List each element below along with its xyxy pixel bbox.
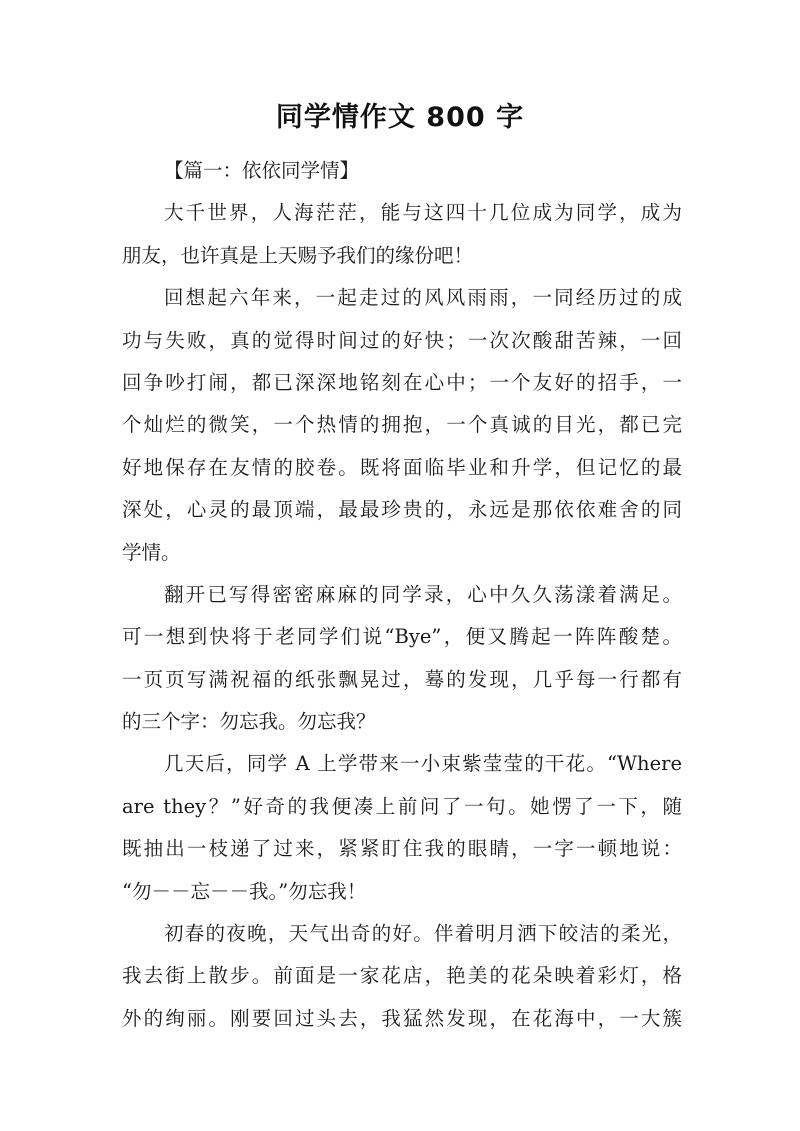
text-line: 学情。 <box>122 540 181 564</box>
text-line: 翻开已写得密密麻麻的同学录，心中久久荡漾着满足。 <box>164 582 682 606</box>
text-line: 外的绚丽。刚要回过头去，我猛然发现，在花海中，一大簇 <box>122 1006 682 1030</box>
text-line: 深处，心灵的最顶端，最最珍贵的，永远是那依依难舍的同 <box>122 498 682 522</box>
text-line: are they？”好奇的我便凑上前问了一句。她愣了一下，随 <box>122 794 682 818</box>
text-line: 回想起六年来，一起走过的风风雨雨，一同经历过的成 <box>164 286 682 310</box>
text-line: 几天后，同学 A 上学带来一小束紫莹莹的干花。“Where <box>164 752 682 776</box>
text-line: 我去街上散步。前面是一家花店，艳美的花朵映着彩灯，格 <box>122 964 682 988</box>
text-line: 个灿烂的微笑，一个热情的拥抱，一个真诚的目光，都已完 <box>122 413 682 437</box>
text-line: 既抽出一枝递了过来，紧紧盯住我的眼睛，一字一顿地说： <box>122 837 682 861</box>
text-line: 大千世界，人海茫茫，能与这四十几位成为同学，成为 <box>164 201 682 225</box>
document-title: 同学情作文 800 字 <box>275 102 525 133</box>
section-heading: 【篇一：依依同学情】 <box>164 159 360 182</box>
text-line: 的三个字：勿忘我。勿忘我？ <box>122 710 376 734</box>
text-line: 初春的夜晚，天气出奇的好。伴着明月洒下皎洁的柔光， <box>164 922 682 946</box>
text-line: 好地保存在友情的胶卷。既将面临毕业和升学，但记忆的最 <box>122 455 682 479</box>
text-line: 功与失败，真的觉得时间过的好快；一次次酸甜苦辣，一回 <box>122 328 682 352</box>
text-line: 可一想到快将于老同学们说“Bye”，便又腾起一阵阵酸楚。 <box>122 625 682 649</box>
text-line: 朋友，也许真是上天赐予我们的缘份吧！ <box>122 243 474 267</box>
text-line: 回争吵打闹，都已深深地铭刻在心中；一个友好的招手，一 <box>122 370 682 394</box>
text-line: “勿－－忘－－我。”勿忘我！ <box>122 879 367 903</box>
document-body <box>122 150 682 1040</box>
text-line: 一页页写满祝福的纸张飘晃过，蓦的发现，几乎每一行都有 <box>122 667 682 691</box>
